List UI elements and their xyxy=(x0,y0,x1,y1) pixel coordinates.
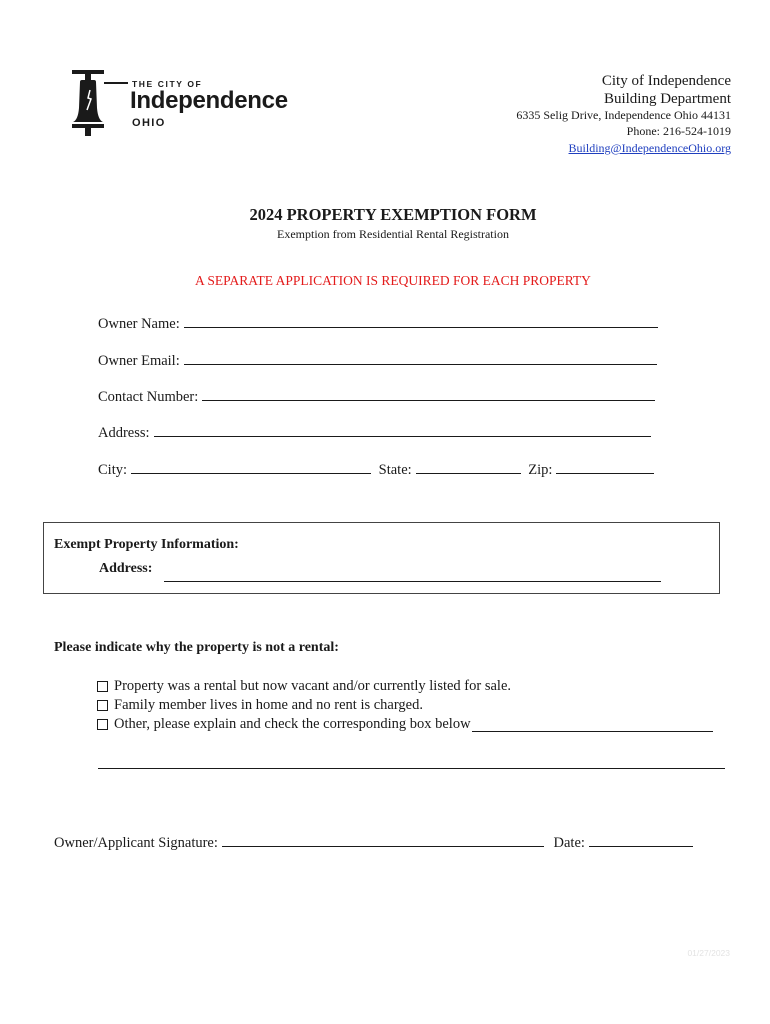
reason-option-other xyxy=(97,716,713,733)
owner-email-label: Owner Email: xyxy=(98,353,180,369)
exempt-property-box xyxy=(43,522,720,594)
address-input[interactable] xyxy=(154,422,651,437)
city-label: City: xyxy=(98,462,128,478)
header-phone: Phone: 216-524-1019 xyxy=(626,124,731,138)
logo-bar xyxy=(104,82,128,84)
header-city: City of Independence xyxy=(601,73,731,89)
form-title: 2024 PROPERTY EXEMPTION FORM xyxy=(249,205,537,224)
signature-input[interactable] xyxy=(222,832,544,847)
zip-input[interactable] xyxy=(556,459,654,474)
reason-question: Please indicate why the property is not a rental: xyxy=(54,640,339,655)
vacant-label: Property was a rental but now vacant and/or currently listed for sale. xyxy=(114,678,512,694)
contact-number-label: Contact Number: xyxy=(98,389,199,405)
exempt-address-input[interactable] xyxy=(164,581,661,582)
logo-line2: Independence xyxy=(130,87,288,114)
city-logo xyxy=(72,68,302,140)
other-explain-input[interactable] xyxy=(472,717,713,732)
liberty-bell-icon xyxy=(72,68,104,138)
owner-name-row xyxy=(98,313,658,333)
owner-email-row xyxy=(98,350,657,370)
city-input[interactable] xyxy=(131,459,371,474)
reason-option-family xyxy=(97,697,423,714)
exempt-heading: Exempt Property Information: xyxy=(54,537,239,552)
contact-number-row xyxy=(98,386,655,406)
form-notice: A SEPARATE APPLICATION IS REQUIRED FOR EACH PROPERTY xyxy=(195,273,591,288)
date-input[interactable] xyxy=(589,832,693,847)
city-state-zip-row xyxy=(98,459,654,479)
owner-email-input[interactable] xyxy=(184,350,657,365)
date-label: Date: xyxy=(553,835,585,851)
owner-name-label: Owner Name: xyxy=(98,316,180,332)
state-label: State: xyxy=(378,462,412,478)
owner-name-input[interactable] xyxy=(184,313,658,328)
logo-line3: OHIO xyxy=(132,117,166,129)
reason-option-vacant xyxy=(97,678,511,695)
logo-line1: THE CITY OF xyxy=(132,79,203,89)
signature-label: Owner/Applicant Signature: xyxy=(54,835,218,851)
header-email-link[interactable]: Building@IndependenceOhio.org xyxy=(568,141,731,155)
family-checkbox[interactable] xyxy=(97,700,108,711)
other-label: Other, please explain and check the corresponding box below xyxy=(114,716,471,732)
other-checkbox[interactable] xyxy=(97,719,108,730)
zip-label: Zip: xyxy=(528,462,553,478)
header-address: 6335 Selig Drive, Independence Ohio 44131 xyxy=(516,108,731,122)
form-subtitle: Exemption from Residential Rental Registration xyxy=(277,227,509,241)
family-label: Family member lives in home and no rent is charged. xyxy=(114,697,423,713)
header-department: Building Department xyxy=(603,91,731,107)
address-row xyxy=(98,422,651,442)
exempt-address-label: Address: xyxy=(99,561,153,576)
state-input[interactable] xyxy=(416,459,521,474)
revision-date: 01/27/2023 xyxy=(687,948,730,958)
signature-row xyxy=(54,832,693,852)
vacant-checkbox[interactable] xyxy=(97,681,108,692)
contact-number-input[interactable] xyxy=(202,386,655,401)
other-explain-line[interactable] xyxy=(98,768,725,769)
address-label: Address: xyxy=(98,425,150,441)
